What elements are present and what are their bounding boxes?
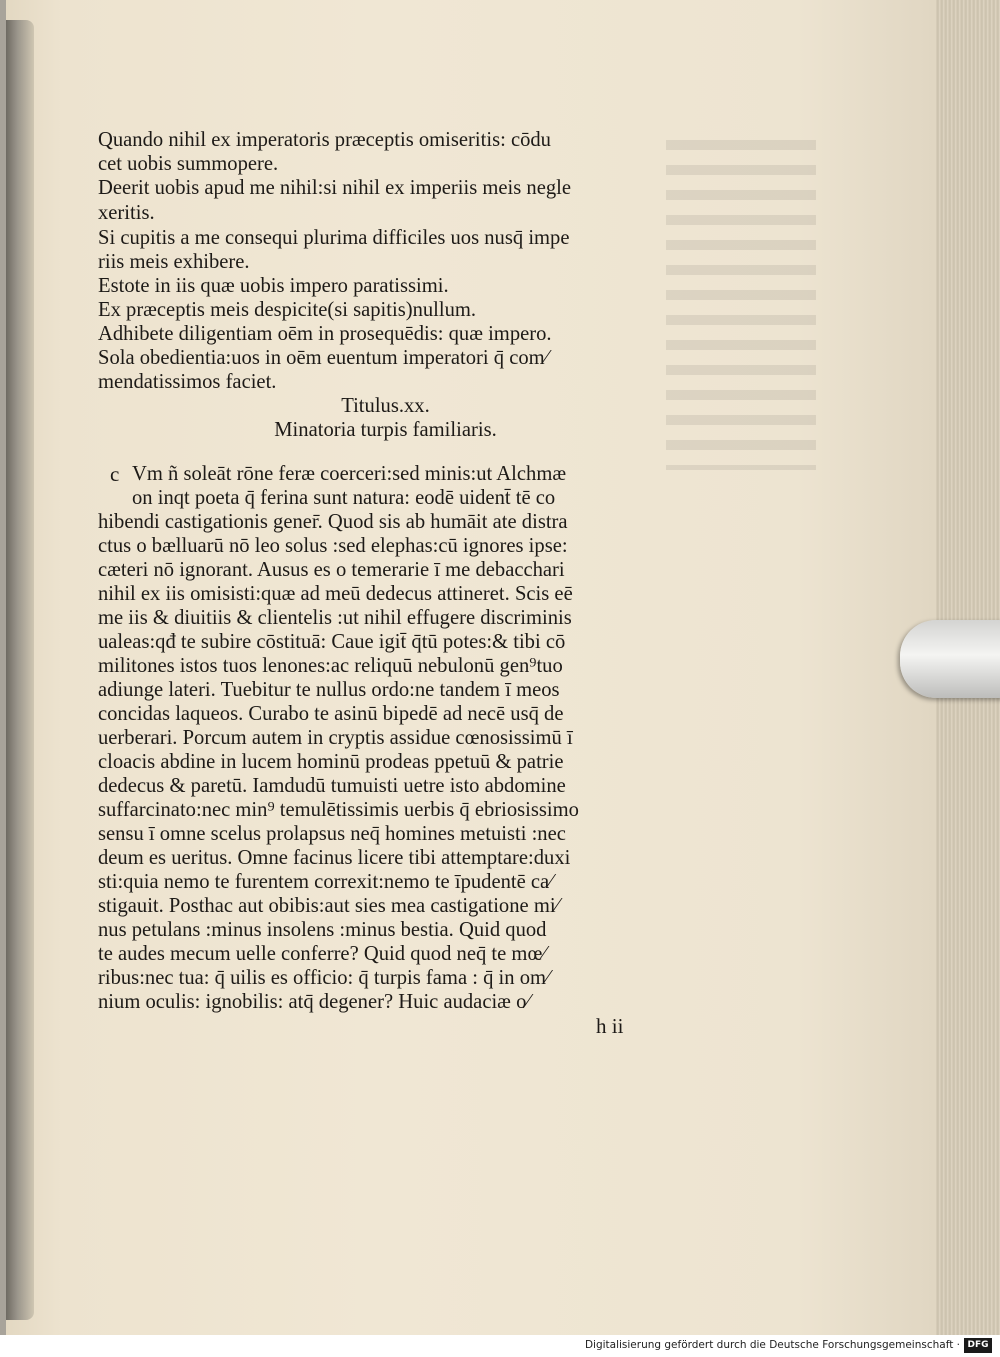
prose-line: ctus o bælluarū nō leo solus :sed elephas:cū ignores ipse: xyxy=(98,535,568,557)
prose-line: hibendi castigationis gener̄. Quod sis ab humāit ate distra xyxy=(98,511,568,533)
section-title: Titulus.xx. xyxy=(341,395,430,417)
prose-line: me iis & diuitiis & clientelis :ut nihil effugere discriminis xyxy=(98,607,572,629)
text-line: mendatissimos faciet. xyxy=(98,371,277,393)
prose-line: cæteri nō ignorant. Ausus es o temerarie ī me debacchari xyxy=(98,559,565,581)
text-line: Ex præceptis meis despicite(si sapitis)nullum. xyxy=(98,299,477,321)
book-page xyxy=(6,0,936,1335)
text-line: Deerit uobis apud me nihil:si nihil ex imperiis meis negle xyxy=(98,177,572,199)
prose-line: suffarcinato:nec min⁹ temulētissimis uerbis q̄ ebriosissimo xyxy=(98,799,579,821)
section-subtitle: Minatoria turpis familiaris. xyxy=(274,419,497,441)
prose-line: concidas laqueos. Curabo te asinū bipedē ad necē usq̄ de xyxy=(98,703,564,725)
prose-line: adiunge lateri. Tuebitur te nullus ordo:ne tandem ī meos xyxy=(98,679,560,701)
prose-line: on inqt poeta q̄ ferina sunt natura: eodē uident̄ tē co xyxy=(132,487,556,509)
prose-line: deum es ueritus. Omne facinus licere tibi attemptare:duxi xyxy=(98,847,571,869)
prose-line: sti:quia nemo te furentem correxit:nemo te īpudentē ca⁄ xyxy=(98,871,553,893)
signature-mark: h ii xyxy=(596,1014,624,1038)
prose-line: uerberari. Porcum autem in cryptis assidue cœnosissimū ī xyxy=(98,727,573,749)
guide-letter-initial: c xyxy=(110,462,120,486)
prose-line: stigauit. Posthac aut obibis:aut sies mea castigatione mi⁄ xyxy=(98,895,559,917)
text-line: Adhibete diligentiam oēm in prosequēdis: quæ impero. xyxy=(98,323,552,345)
text-line: xeritis. xyxy=(98,202,155,224)
prose-line: te audes mecum uelle conferre? Quid quod neq̄ te mœ⁄ xyxy=(98,943,546,965)
page-clip xyxy=(900,620,1000,698)
text-line: riis meis exhibere. xyxy=(98,251,250,273)
text-line: Estote in iis quæ uobis impero paratissimi. xyxy=(98,275,449,297)
text-line: Si cupitis a me consequi plurima difficiles uos nusq̄ impe xyxy=(98,227,570,249)
dfg-logo: DFG xyxy=(964,1338,992,1353)
prose-line: ribus:nec tua: q̄ uilis es officio: q̄ turpis fama : q̄ in om⁄ xyxy=(98,967,550,989)
text-line: Quando nihil ex imperatoris præceptis omiseritis: cōdu xyxy=(98,129,551,151)
prose-line: Vm ñ soleāt rōne feræ coerceri:sed minis:ut Alchmæ xyxy=(132,463,567,485)
prose-line: nus petulans :minus insolens :minus bestia. Quid quod xyxy=(98,919,547,941)
digitization-footer xyxy=(0,1335,1000,1357)
prose-line: cloacis abdine in lucem hominū prodeas ppetuū & patrie xyxy=(98,751,564,773)
prose-line: sensu ī omne scelus prolapsus neq̄ homines metuisti :nec xyxy=(98,823,566,845)
text-line: Sola obedientia:uos in oēm euentum imperatori q̄ com⁄ xyxy=(98,347,549,369)
text-line: cet uobis summopere. xyxy=(98,153,279,175)
show-through-text xyxy=(666,140,816,470)
prose-line: nium oculis: ignobilis: atq̄ degener? Huic audaciæ o⁄ xyxy=(98,991,530,1013)
prose-line: nihil ex iis omisisti:quæ ad meū dedecus attineret. Scis eē xyxy=(98,583,573,605)
book-spine-shadow xyxy=(6,20,34,1320)
funding-credit: Digitalisierung gefördert durch die Deutsche Forschungsgemeinschaft · xyxy=(584,1339,960,1351)
prose-line: dedecus & paretū. Iamdudū tumuisti uetre isto abdomine xyxy=(98,775,566,797)
prose-line: militones istos tuos lenones:ac reliquū nebulonū gen⁹tuo xyxy=(98,655,563,677)
prose-line: ualeas:qđ te subire cōstituā: Caue igit̄ q̄tū potes:& tibi cō xyxy=(98,631,566,653)
